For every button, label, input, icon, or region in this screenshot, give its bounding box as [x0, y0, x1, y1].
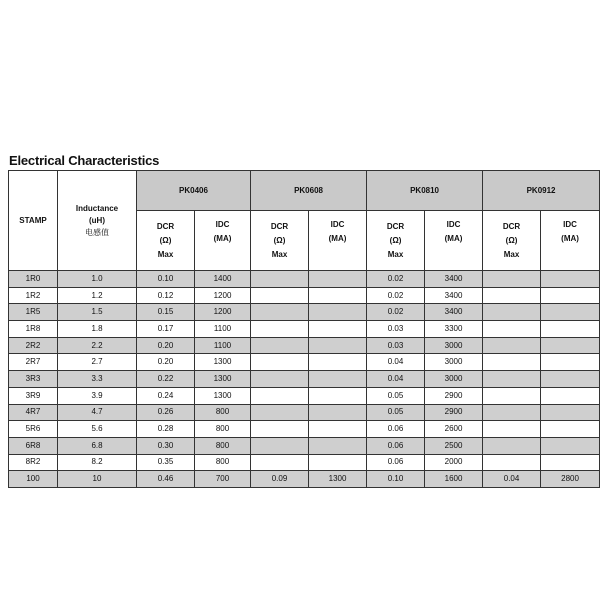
cell-dcr-0406: 0.20 [137, 337, 195, 354]
header-dcr-pk0810 [367, 211, 425, 271]
table-row [9, 354, 600, 371]
header-dcr-line: Max [271, 249, 288, 259]
cell-idc-0810: 3000 [425, 354, 483, 371]
cell-dcr-0810: 0.06 [367, 454, 425, 471]
cell-dcr-0406: 0.28 [137, 421, 195, 438]
cell-dcr-0912 [483, 337, 541, 354]
cell-dcr-0608 [251, 454, 309, 471]
cell-inductance: 1.5 [58, 304, 137, 321]
cell-idc-0608 [309, 287, 367, 304]
cell-stamp: 1R0 [9, 271, 58, 288]
cell-idc-0810: 1600 [425, 471, 483, 488]
cell-idc-0406: 700 [195, 471, 251, 488]
cell-inductance: 10 [58, 471, 137, 488]
header-inductance-label: Inductance [75, 203, 119, 213]
cell-idc-0912: 2800 [541, 471, 600, 488]
cell-dcr-0608 [251, 271, 309, 288]
cell-inductance: 3.9 [58, 387, 137, 404]
cell-dcr-0912: 0.04 [483, 471, 541, 488]
table-row [9, 404, 600, 421]
electrical-characteristics-table [8, 170, 600, 488]
cell-inductance: 1.2 [58, 287, 137, 304]
header-model-pk0912: PK0912 [483, 171, 600, 211]
table-row [9, 387, 600, 404]
cell-dcr-0406: 0.12 [137, 287, 195, 304]
cell-idc-0912 [541, 354, 600, 371]
cell-dcr-0810: 0.06 [367, 437, 425, 454]
cell-idc-0912 [541, 454, 600, 471]
cell-idc-0810: 3000 [425, 337, 483, 354]
header-inductance-unit: (uH) [89, 215, 105, 225]
header-dcr-line: (Ω) [273, 235, 286, 245]
page-title: Electrical Characteristics [9, 153, 160, 168]
cell-inductance: 3.3 [58, 371, 137, 388]
cell-dcr-0810: 0.02 [367, 287, 425, 304]
table-row [9, 437, 600, 454]
cell-dcr-0406: 0.30 [137, 437, 195, 454]
cell-inductance: 6.8 [58, 437, 137, 454]
cell-idc-0810: 3400 [425, 271, 483, 288]
cell-idc-0608 [309, 271, 367, 288]
header-dcr-line: DCR [156, 221, 175, 231]
cell-idc-0608: 1300 [309, 471, 367, 488]
cell-idc-0810: 2000 [425, 454, 483, 471]
header-dcr-pk0608 [251, 211, 309, 271]
cell-dcr-0810: 0.03 [367, 337, 425, 354]
cell-idc-0406: 1300 [195, 387, 251, 404]
cell-idc-0912 [541, 404, 600, 421]
cell-dcr-0810: 0.04 [367, 354, 425, 371]
header-idc-pk0608 [309, 211, 367, 271]
header-idc-line: (MA) [444, 234, 463, 243]
cell-idc-0912 [541, 421, 600, 438]
cell-inductance: 8.2 [58, 454, 137, 471]
cell-idc-0912 [541, 437, 600, 454]
header-dcr-line: (Ω) [389, 235, 402, 245]
header-dcr-line: (Ω) [159, 235, 172, 245]
cell-dcr-0406: 0.15 [137, 304, 195, 321]
cell-dcr-0912 [483, 321, 541, 338]
table-row [9, 471, 600, 488]
cell-idc-0608 [309, 337, 367, 354]
cell-dcr-0912 [483, 437, 541, 454]
cell-dcr-0406: 0.20 [137, 354, 195, 371]
header-dcr-line: DCR [386, 221, 405, 231]
cell-idc-0406: 1200 [195, 287, 251, 304]
header-dcr-line: Max [387, 249, 404, 259]
cell-idc-0608 [309, 304, 367, 321]
cell-idc-0406: 800 [195, 404, 251, 421]
table-row [9, 337, 600, 354]
cell-dcr-0810: 0.02 [367, 271, 425, 288]
cell-dcr-0912 [483, 454, 541, 471]
cell-dcr-0912 [483, 354, 541, 371]
header-idc-pk0912 [541, 211, 600, 271]
cell-dcr-0608 [251, 287, 309, 304]
cell-dcr-0406: 0.46 [137, 471, 195, 488]
cell-stamp: 100 [9, 471, 58, 488]
cell-dcr-0608 [251, 321, 309, 338]
cell-dcr-0406: 0.35 [137, 454, 195, 471]
cell-dcr-0912 [483, 304, 541, 321]
cell-dcr-0406: 0.26 [137, 404, 195, 421]
table-row [9, 371, 600, 388]
cell-idc-0912 [541, 371, 600, 388]
cell-idc-0608 [309, 421, 367, 438]
cell-dcr-0406: 0.22 [137, 371, 195, 388]
cell-idc-0810: 3400 [425, 287, 483, 304]
cell-idc-0608 [309, 404, 367, 421]
cell-dcr-0608 [251, 304, 309, 321]
cell-idc-0810: 2600 [425, 421, 483, 438]
cell-stamp: 2R7 [9, 354, 58, 371]
cell-stamp: 3R9 [9, 387, 58, 404]
cell-idc-0810: 2900 [425, 404, 483, 421]
header-stamp: STAMP [9, 171, 58, 271]
cell-dcr-0810: 0.10 [367, 471, 425, 488]
cell-idc-0406: 1200 [195, 304, 251, 321]
cell-idc-0608 [309, 354, 367, 371]
cell-dcr-0810: 0.03 [367, 321, 425, 338]
cell-stamp: 6R8 [9, 437, 58, 454]
cell-idc-0810: 2900 [425, 387, 483, 404]
cell-dcr-0810: 0.02 [367, 304, 425, 321]
cell-idc-0406: 1300 [195, 354, 251, 371]
cell-dcr-0912 [483, 271, 541, 288]
table-row [9, 271, 600, 288]
header-dcr-pk0406 [137, 211, 195, 271]
table-row [9, 454, 600, 471]
header-idc-pk0810 [425, 211, 483, 271]
header-idc-line: IDC [446, 220, 461, 229]
table-row [9, 321, 600, 338]
header-dcr-line: (Ω) [505, 235, 518, 245]
cell-idc-0406: 1100 [195, 337, 251, 354]
cell-idc-0912 [541, 271, 600, 288]
cell-dcr-0406: 0.10 [137, 271, 195, 288]
cell-idc-0912 [541, 287, 600, 304]
cell-dcr-0810: 0.06 [367, 421, 425, 438]
cell-idc-0406: 800 [195, 437, 251, 454]
cell-dcr-0406: 0.17 [137, 321, 195, 338]
cell-idc-0810: 2500 [425, 437, 483, 454]
cell-dcr-0912 [483, 287, 541, 304]
cell-dcr-0810: 0.04 [367, 371, 425, 388]
cell-idc-0810: 3300 [425, 321, 483, 338]
cell-stamp: 4R7 [9, 404, 58, 421]
cell-inductance: 2.2 [58, 337, 137, 354]
header-dcr-line: DCR [270, 221, 289, 231]
cell-idc-0608 [309, 371, 367, 388]
cell-dcr-0810: 0.05 [367, 404, 425, 421]
cell-dcr-0608 [251, 371, 309, 388]
cell-dcr-0912 [483, 421, 541, 438]
header-dcr-pk0912 [483, 211, 541, 271]
cell-inductance: 2.7 [58, 354, 137, 371]
table-row [9, 304, 600, 321]
cell-dcr-0608 [251, 437, 309, 454]
cell-dcr-0406: 0.24 [137, 387, 195, 404]
cell-inductance: 4.7 [58, 404, 137, 421]
header-idc-line: (MA) [328, 234, 347, 243]
cell-dcr-0608 [251, 421, 309, 438]
cell-inductance: 1.8 [58, 321, 137, 338]
header-inductance [58, 171, 137, 271]
header-idc-line: IDC [330, 220, 345, 229]
cell-idc-0912 [541, 337, 600, 354]
cell-dcr-0608 [251, 404, 309, 421]
cell-stamp: 2R2 [9, 337, 58, 354]
cell-stamp: 1R2 [9, 287, 58, 304]
cell-inductance: 5.6 [58, 421, 137, 438]
cell-idc-0406: 1300 [195, 371, 251, 388]
header-inductance-cn: 电感值 [85, 227, 109, 237]
cell-idc-0608 [309, 321, 367, 338]
cell-stamp: 1R5 [9, 304, 58, 321]
header-idc-pk0406 [195, 211, 251, 271]
header-model-pk0810: PK0810 [367, 171, 483, 211]
cell-dcr-0608 [251, 337, 309, 354]
cell-idc-0912 [541, 304, 600, 321]
cell-dcr-0912 [483, 387, 541, 404]
header-model-pk0608: PK0608 [251, 171, 367, 211]
header-model-pk0406: PK0406 [137, 171, 251, 211]
cell-dcr-0608 [251, 354, 309, 371]
cell-dcr-0912 [483, 371, 541, 388]
cell-idc-0406: 1400 [195, 271, 251, 288]
header-idc-line: (MA) [561, 234, 579, 243]
cell-idc-0608 [309, 454, 367, 471]
cell-stamp: 8R2 [9, 454, 58, 471]
cell-dcr-0608 [251, 387, 309, 404]
cell-idc-0810: 3000 [425, 371, 483, 388]
header-dcr-line: DCR [502, 221, 521, 231]
cell-dcr-0608: 0.09 [251, 471, 309, 488]
table-row [9, 421, 600, 438]
cell-stamp: 1R8 [9, 321, 58, 338]
table-row [9, 287, 600, 304]
cell-dcr-0810: 0.05 [367, 387, 425, 404]
cell-stamp: 3R3 [9, 371, 58, 388]
cell-idc-0406: 1100 [195, 321, 251, 338]
cell-idc-0406: 800 [195, 421, 251, 438]
cell-idc-0912 [541, 321, 600, 338]
cell-inductance: 1.0 [58, 271, 137, 288]
cell-stamp: 5R6 [9, 421, 58, 438]
header-idc-line: (MA) [213, 234, 232, 243]
cell-idc-0608 [309, 437, 367, 454]
cell-idc-0912 [541, 387, 600, 404]
header-dcr-line: Max [503, 249, 520, 259]
cell-idc-0406: 800 [195, 454, 251, 471]
header-dcr-line: Max [157, 249, 174, 259]
header-idc-line: IDC [563, 220, 577, 229]
cell-idc-0810: 3400 [425, 304, 483, 321]
header-idc-line: IDC [215, 220, 230, 229]
cell-idc-0608 [309, 387, 367, 404]
cell-dcr-0912 [483, 404, 541, 421]
